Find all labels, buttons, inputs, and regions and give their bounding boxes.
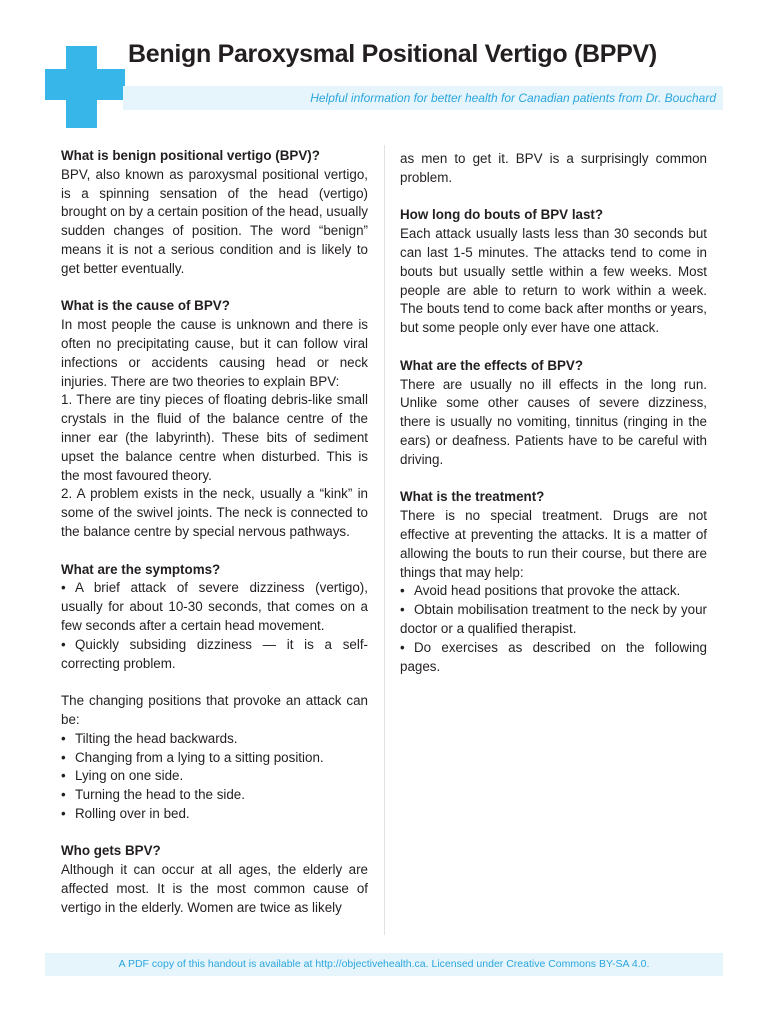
section-heading: What are the effects of BPV? xyxy=(400,357,584,373)
section-body: BPV, also known as paroxysmal positional vertigo, is a spinning sensation of the head (vertigo) brought on by a certain position of the head, usually sudden changes of position. The word “benign” means it is not a serious condition and is likely to get better eventually. xyxy=(61,166,368,276)
section-body: as men to get it. BPV is a surprisingly common problem. xyxy=(400,151,707,185)
section-duration xyxy=(400,206,707,338)
page-subtitle: Helpful information for better health for Canadian patients from Dr. Bouchard xyxy=(310,91,716,105)
bullet-icon: • xyxy=(61,805,66,821)
section-what-is-bpv xyxy=(61,147,368,279)
bullet-text: Obtain mobilisation treatment to the neck by your doctor or a qualified therapist. xyxy=(400,602,707,636)
section-heading: What is the cause of BPV? xyxy=(61,298,230,314)
right-column xyxy=(400,150,707,695)
bullet-text: Do exercises as described on the following pages. xyxy=(400,639,707,674)
section-cause xyxy=(61,297,368,541)
bullet-text: Quickly subsiding dizziness — it is a self-correcting problem. xyxy=(61,636,368,671)
section-effects xyxy=(400,357,707,470)
section-heading: What are the symptoms? xyxy=(61,561,221,577)
list-item-text: Tilting the head backwards. xyxy=(75,730,238,746)
bullet-text: A brief attack of severe dizziness (vertigo), usually for about 10-30 seconds, that comes on a few seconds after a certain head movement. xyxy=(61,580,368,633)
bullet-item xyxy=(400,582,707,601)
section-heading: What is the treatment? xyxy=(400,489,545,505)
theory-1: 1. There are tiny pieces of floating debris-like small crystals in the fluid of the balance centre of the inner ear (the labyrinth). These bits of sediment upset the balance centre when disturbed. This is the most favoured theory. xyxy=(61,392,368,483)
section-who-gets xyxy=(61,842,368,917)
list-item xyxy=(61,749,368,768)
bullet-icon: • xyxy=(61,768,66,784)
bullet-item xyxy=(61,579,368,635)
bullet-icon: • xyxy=(61,636,66,652)
section-symptoms xyxy=(61,561,368,674)
section-body: There is no special treatment. Drugs are not effective at preventing the attacks. It is a matter of allowing the bouts to run their course, but there are things that may help: xyxy=(400,508,707,580)
bullet-item xyxy=(61,636,368,674)
section-body: There are usually no ill effects in the long run. Unlike some other causes of severe dizziness, there is usually no vomiting, tinnitus (ringing in the ears) or deafness. Patients have to be careful with driving. xyxy=(400,376,707,467)
bullet-icon: • xyxy=(400,639,405,655)
positions-list xyxy=(61,730,368,824)
section-positions xyxy=(61,692,368,824)
section-heading: Who gets BPV? xyxy=(61,843,161,859)
column-divider xyxy=(384,145,385,935)
section-body: Although it can occur at all ages, the elderly are affected most. It is the most common cause of vertigo in the elderly. Women are twice as likely xyxy=(61,862,368,915)
list-item xyxy=(61,767,368,786)
section-body: Each attack usually lasts less than 30 seconds but can last 1-5 minutes. The attacks tend to come in bouts but usually settle within a few weeks. Most people are able to return to work within a week. The bouts tend to come back after months or years, but some people only ever have one attack. xyxy=(400,226,707,336)
footer-license: A PDF copy of this handout is available at http://objectivehealth.ca. Licensed under Creative Commons BY-SA 4.0. xyxy=(45,953,723,976)
bullet-icon: • xyxy=(61,787,66,803)
list-item-text: Rolling over in bed. xyxy=(75,805,190,821)
positions-intro: The changing positions that provoke an attack can be: xyxy=(61,693,368,727)
theory-2: 2. A problem exists in the neck, usually a “kink” in some of the swivel joints. The neck is connected to the balance centre by special nervous pathways. xyxy=(61,486,368,539)
bullet-item xyxy=(400,601,707,639)
bullet-text: Avoid head positions that provoke the attack. xyxy=(414,583,681,599)
cross-horizontal-bar xyxy=(45,69,125,100)
bullet-item xyxy=(400,639,707,677)
section-heading: What is benign positional vertigo (BPV)? xyxy=(61,148,320,163)
bullet-icon: • xyxy=(61,730,66,746)
bullet-icon: • xyxy=(400,602,405,618)
list-item xyxy=(61,805,368,824)
continued-text xyxy=(400,150,707,188)
list-item-text: Changing from a lying to a sitting position. xyxy=(75,749,324,765)
section-body: In most people the cause is unknown and there is often no precipitating cause, but it can follow viral infections or accidents causing head or neck injuries. There are two theories to explain BPV: xyxy=(61,317,368,389)
bullet-icon: • xyxy=(400,583,405,599)
section-treatment xyxy=(400,488,707,676)
page-title: Benign Paroxysmal Positional Vertigo (BPPV) xyxy=(128,40,657,68)
left-column xyxy=(61,147,368,936)
list-item-text: Turning the head to the side. xyxy=(75,787,245,803)
section-heading: How long do bouts of BPV last? xyxy=(400,207,604,223)
list-item xyxy=(61,786,368,805)
bullet-icon: • xyxy=(61,580,66,596)
list-item-text: Lying on one side. xyxy=(75,768,184,784)
bullet-icon: • xyxy=(61,749,66,765)
list-item xyxy=(61,730,368,749)
